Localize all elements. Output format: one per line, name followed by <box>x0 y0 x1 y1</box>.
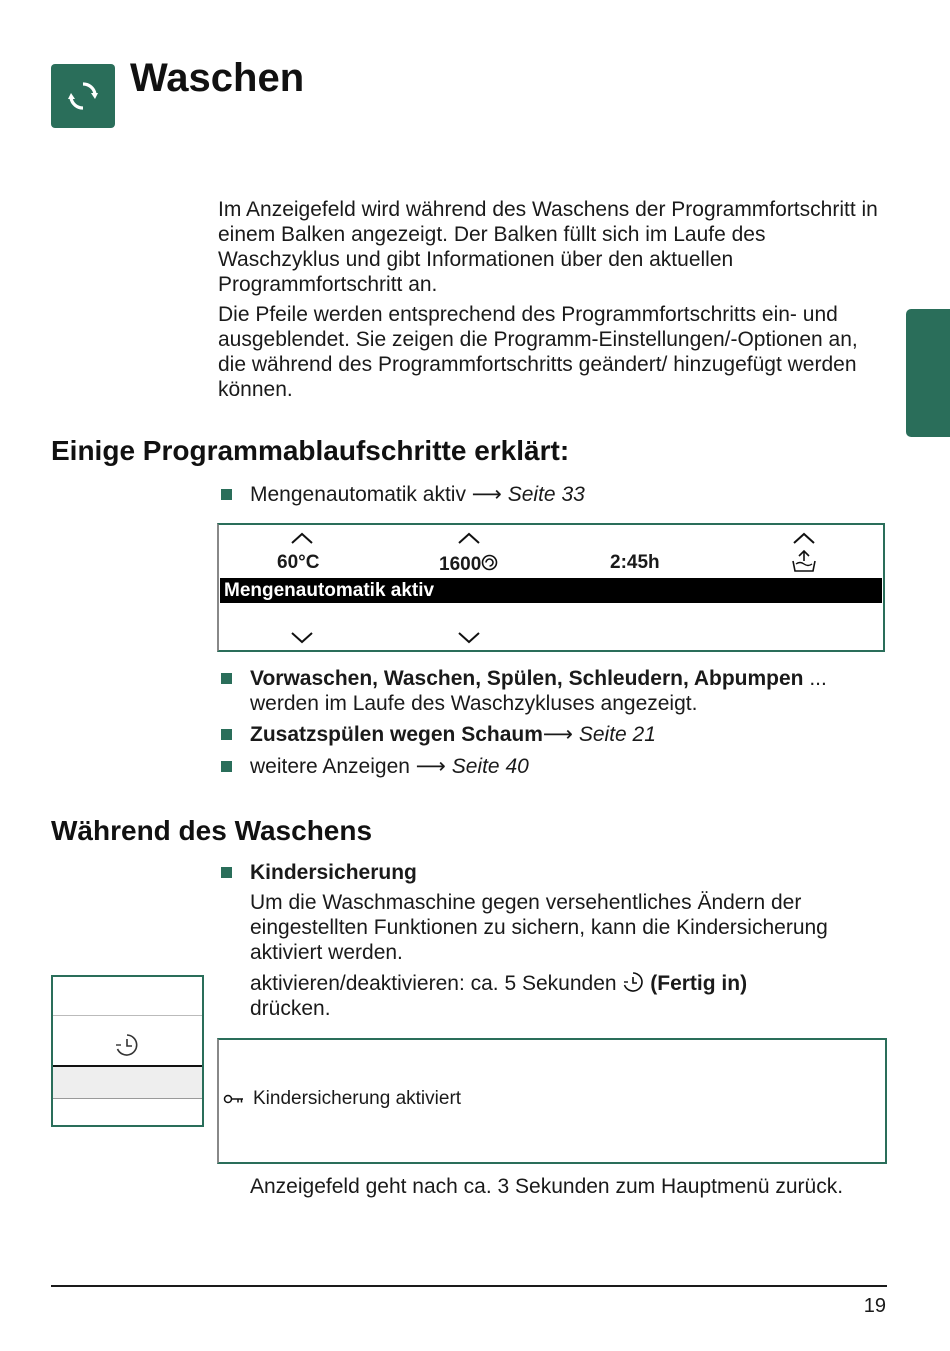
control-panel-illustration <box>51 975 204 1127</box>
section-heading-during-wash: Während des Waschens <box>51 815 373 846</box>
list-item: weitere Anzeigen ⟶ Seite 40 <box>218 754 888 779</box>
child-lock-description: Um die Waschmaschine gegen versehentliches Ändern der eingestellten Funktionen zu sichern, kann die Kindersicherung aktiviert werden. <box>250 891 828 964</box>
progress-bar-label: Mengenautomatik aktiv <box>220 578 882 603</box>
remaining-time-value: 2:45h <box>610 552 660 573</box>
chevron-up-icon <box>290 531 314 545</box>
divider <box>53 1015 202 1016</box>
child-lock-after-text: Anzeigefeld geht nach ca. 3 Sekunden zum Hauptmenü zurück. <box>250 1175 844 1198</box>
bullet-square <box>221 489 232 500</box>
chevron-up-icon <box>792 531 816 545</box>
clock-finish-icon <box>622 971 644 993</box>
list-item: Vorwaschen, Waschen, Spülen, Schleudern, Abpumpen ... werden im Laufe des Waschzykluses angezeigt. <box>218 666 888 716</box>
child-lock-instruction: aktivieren/deaktivieren: ca. 5 Sekunden (Fertig in) drücken. <box>250 972 748 1020</box>
key-icon <box>223 1093 245 1105</box>
divider <box>53 1098 202 1099</box>
bullet-square <box>221 867 232 878</box>
page-title: Waschen <box>130 56 305 100</box>
spin-icon <box>481 554 498 571</box>
intro-paragraph-1: Im Anzeigefeld wird während des Waschens der Programmfortschritt in einem Balken angezeigt. Der Balken füllt sich im Laufe des Waschzyklus und gibt Informationen über den aktuellen Programmfortschritt an. <box>218 198 878 296</box>
chevron-down-icon <box>457 631 481 645</box>
display-panel-child-lock <box>217 1038 887 1164</box>
page-reference: Seite 21 <box>578 723 656 746</box>
page-reference: Seite 33 <box>507 483 585 506</box>
intro-text <box>218 197 888 407</box>
footer-divider <box>51 1285 887 1287</box>
clock-finish-icon[interactable] <box>113 1032 141 1058</box>
rinse-plus-icon <box>791 549 817 573</box>
section-heading-program-steps: Einige Programmablaufschritte erklärt: <box>51 435 570 466</box>
section-logo <box>51 64 115 128</box>
bullet-square <box>221 761 232 772</box>
spin-value: 1600 <box>439 554 498 576</box>
intro-paragraph-2: Die Pfeile werden entsprechend des Programmfortschritts ein- und ausgeblendet. Sie zeigen die Programm-Einstellungen/-Optionen an, die während des Programmfortschritts geändert/ hinzugefügt werden können. <box>218 303 858 401</box>
list-item: Zusatzspülen wegen Schaum⟶ Seite 21 <box>218 722 888 747</box>
chapter-tab <box>906 309 950 437</box>
child-lock-title: Kindersicherung <box>250 861 417 884</box>
panel-highlight-row <box>53 1067 202 1098</box>
page-reference: Seite 40 <box>451 755 529 778</box>
chevron-down-icon <box>290 631 314 645</box>
list-item: Mengenautomatik aktiv ⟶ Seite 33 <box>218 482 888 507</box>
bullet-square <box>221 729 232 740</box>
refresh-cycle-icon <box>65 78 101 114</box>
temperature-value: 60°C <box>277 552 320 573</box>
page-number: 19 <box>863 1295 886 1317</box>
chevron-up-icon <box>457 531 481 545</box>
list-item <box>218 860 888 885</box>
display-panel-progress <box>217 523 885 652</box>
bullet-square <box>221 673 232 684</box>
child-lock-message: Kindersicherung aktiviert <box>253 1088 462 1109</box>
